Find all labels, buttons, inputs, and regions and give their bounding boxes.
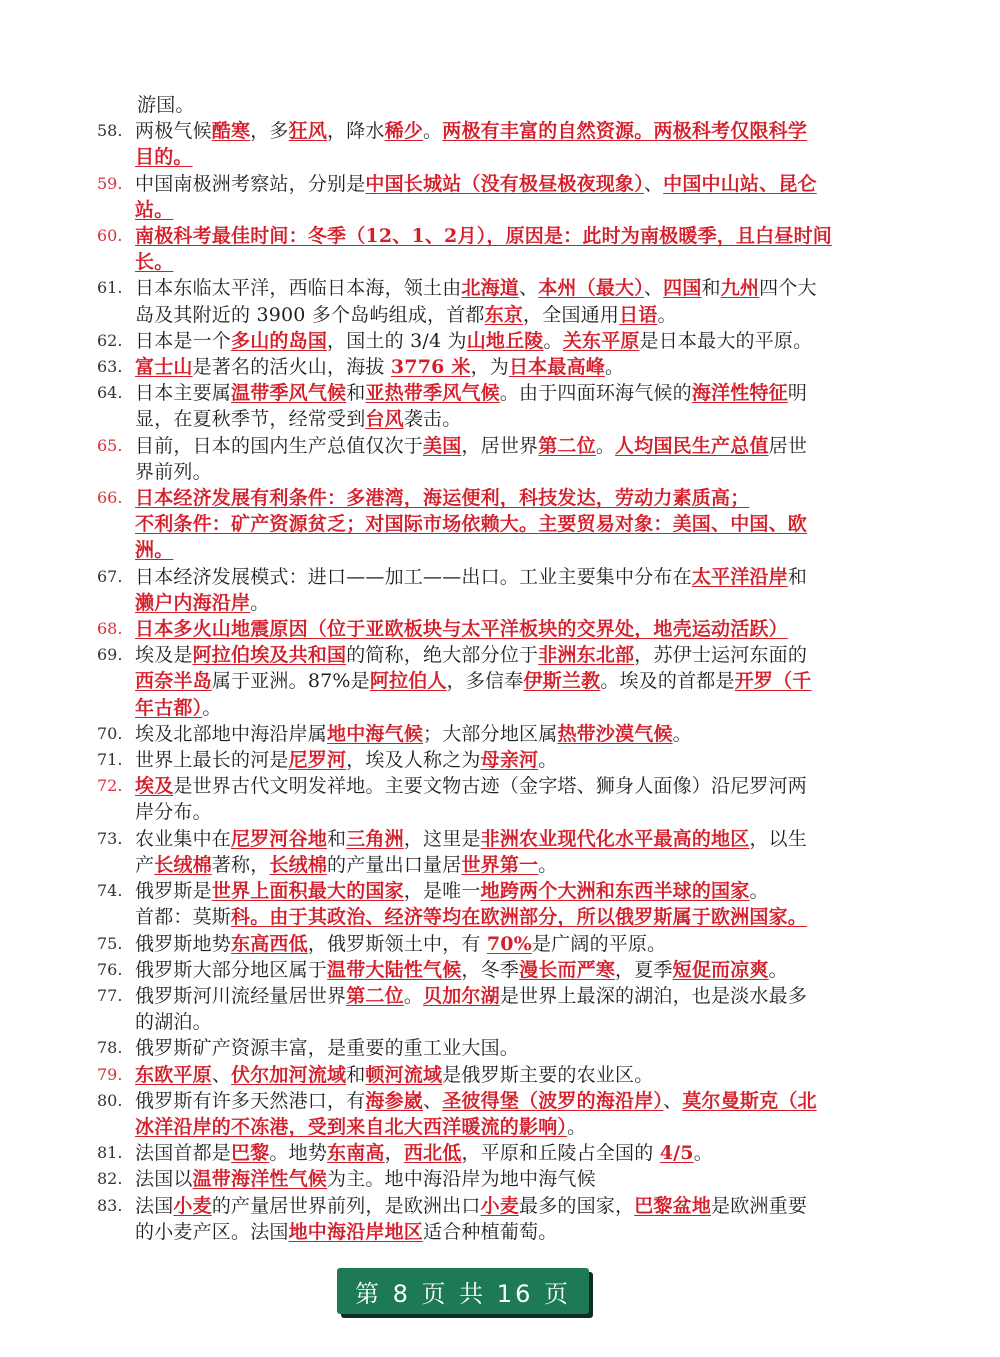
item-number: 81. <box>97 1143 123 1163</box>
item-text: 是欧洲重要 <box>711 1194 808 1217</box>
item-line <box>135 485 850 511</box>
numbered-list <box>0 118 1000 1245</box>
item-number: 58. <box>97 121 123 141</box>
item-number: 61. <box>97 278 123 298</box>
item-text: 袭击。 <box>403 408 462 431</box>
item-number: 82. <box>97 1169 123 1189</box>
keyword-text: 贝加尔湖 <box>423 984 500 1007</box>
item-text: 是日本最大的平原。 <box>639 329 813 352</box>
item-text: 。 <box>202 696 222 719</box>
item-number: 74. <box>97 881 123 901</box>
list-item <box>0 983 850 1035</box>
item-line <box>135 904 850 930</box>
item-text: ，夏季 <box>615 958 673 981</box>
intro-continuation <box>0 92 852 118</box>
keyword-text: 富士山 <box>135 356 193 379</box>
keyword-text: 顿河流域 <box>365 1063 443 1086</box>
item-text: 、 <box>211 1063 232 1086</box>
item-text: ，苏伊士运河东面的 <box>634 644 808 667</box>
keyword-text: 中国长城站（没有极昼极夜现象） <box>365 172 644 195</box>
item-text: 的产量居世界前列，是欧洲出口 <box>211 1194 481 1217</box>
item-number: 68. <box>97 619 123 639</box>
item-text: 法国首都是 <box>135 1142 232 1165</box>
keyword-text: 地跨两个大洲和东西半球的国家 <box>480 880 750 903</box>
item-line <box>135 1193 850 1219</box>
keyword-text: 世界第一 <box>461 853 539 876</box>
list-item <box>0 171 850 223</box>
keyword-text: 亚热带季风气候 <box>365 382 500 405</box>
item-number: 65. <box>97 435 123 455</box>
item-number: 71. <box>97 750 123 770</box>
keyword-text: 西北低 <box>403 1142 462 1165</box>
item-line <box>135 197 850 223</box>
item-line <box>135 983 850 1009</box>
item-text: ；大部分地区属 <box>423 722 558 745</box>
keyword-text: 中国中山站、昆仑 <box>663 172 817 195</box>
item-number: 76. <box>97 959 123 979</box>
keyword-text: 狂风 <box>288 120 328 143</box>
item-text: ，埃及人称之为 <box>346 749 481 772</box>
keyword-text: 地中海气候 <box>327 722 424 745</box>
item-text: 适合种植葡萄。 <box>423 1220 558 1243</box>
item-text: ，全国通用 <box>523 303 620 326</box>
item-line <box>135 799 850 825</box>
keyword-text: 圣彼得堡（波罗的海沿岸） <box>442 1089 664 1112</box>
keyword-text: 长绒棉 <box>269 853 328 876</box>
item-line <box>135 852 850 878</box>
page-indicator <box>337 1268 589 1314</box>
item-text: 埃及是 <box>135 644 193 667</box>
item-text: 是著名的活火山，海拔 <box>192 356 391 379</box>
item-text: ，是唯一 <box>403 880 481 903</box>
item-line <box>135 380 850 406</box>
item-text: 属于亚洲。87%是 <box>211 670 370 693</box>
item-line <box>135 275 850 301</box>
item-line <box>135 1140 850 1166</box>
keyword-text: 山地丘陵 <box>466 329 544 352</box>
item-text: 、 <box>643 277 664 300</box>
keyword-text: 开罗（千 <box>734 670 812 693</box>
keyword-text: 太平洋沿岸 <box>691 565 788 588</box>
item-text: 是俄罗斯主要的农业区。 <box>442 1063 654 1086</box>
list-item <box>0 1088 850 1140</box>
item-text: 日本是一个 <box>135 329 232 352</box>
keyword-text: 年古都） <box>135 696 203 719</box>
keyword-text: 本州（最大） <box>538 277 644 300</box>
item-number: 64. <box>97 383 123 403</box>
item-text: ，多信奉 <box>446 670 524 693</box>
item-text: 。 <box>543 329 563 352</box>
item-number: 59. <box>97 173 123 193</box>
keyword-text: 70% <box>486 932 532 955</box>
item-text: ，以生 <box>749 827 808 850</box>
item-number: 69. <box>97 645 123 665</box>
item-text: ， <box>384 1142 404 1165</box>
item-text: 两极气候 <box>135 120 212 143</box>
item-text: 。 <box>749 880 769 903</box>
keyword-text: 小麦 <box>173 1194 212 1217</box>
item-line <box>135 537 850 563</box>
item-number: 79. <box>97 1064 123 1084</box>
item-line <box>135 931 850 957</box>
item-text: 界前列。 <box>135 460 212 483</box>
item-line <box>135 171 850 197</box>
item-text: 、 <box>663 1089 683 1112</box>
item-text: 。 <box>423 120 443 143</box>
item-text: 和 <box>346 1063 366 1086</box>
item-line <box>135 1062 850 1088</box>
item-number: 67. <box>97 566 123 586</box>
item-text: 和 <box>327 827 347 850</box>
item-line <box>135 773 850 799</box>
keyword-text: 东欧平原 <box>135 1063 212 1086</box>
item-text: 农业集中在 <box>135 827 232 850</box>
item-line <box>135 1009 850 1035</box>
item-line <box>135 328 850 354</box>
list-item <box>0 223 850 275</box>
list-item <box>0 433 850 485</box>
item-line <box>135 118 850 144</box>
item-line <box>135 354 850 380</box>
keyword-text: 日语 <box>619 303 658 326</box>
item-line <box>135 144 850 170</box>
item-text: 和 <box>787 565 808 588</box>
item-line <box>135 406 850 432</box>
item-line <box>135 1114 850 1140</box>
list-item <box>0 354 850 380</box>
item-text: 。 <box>250 591 270 614</box>
item-text: 。 <box>538 749 558 772</box>
keyword-text: 日本最高峰 <box>508 356 605 379</box>
item-text: 目前，日本的国内生产总值仅次于 <box>135 434 424 457</box>
list-item <box>0 1140 850 1166</box>
keyword-text: 漫长而严寒 <box>519 958 616 981</box>
item-text: 。由于四面环海气候的 <box>499 382 692 405</box>
keyword-text: 四国 <box>663 277 702 300</box>
item-line <box>135 433 850 459</box>
item-text: 明 <box>787 382 808 405</box>
list-item <box>0 931 850 957</box>
item-text: 。埃及的首都是 <box>600 670 735 693</box>
keyword-text: 第二位 <box>538 434 596 457</box>
item-text: 俄罗斯是 <box>135 880 212 903</box>
item-number: 83. <box>97 1195 123 1215</box>
item-text: 日本经济发展模式：进口——加工——出口。工业主要集中分布在 <box>135 565 692 588</box>
item-line <box>135 957 850 983</box>
item-text: 、 <box>643 172 664 195</box>
item-line <box>135 564 850 590</box>
item-text: 俄罗斯河川流经量居世界 <box>135 984 347 1007</box>
keyword-text: 东京 <box>484 303 524 326</box>
keyword-text: 海洋性特征 <box>691 382 788 405</box>
item-line <box>135 1166 850 1192</box>
item-text: ，平原和丘陵占全国的 <box>461 1142 660 1165</box>
item-text: 。 <box>403 984 424 1007</box>
item-line <box>135 668 850 694</box>
item-text: 和 <box>346 382 366 405</box>
item-text: 的产量出口量居 <box>327 853 462 876</box>
item-text: ，降水 <box>327 120 385 143</box>
item-text: 为主。地中海沿岸为地中海气候 <box>327 1168 596 1191</box>
keyword-text: 三角洲 <box>346 827 404 850</box>
item-text: ，冬季 <box>461 958 520 981</box>
keyword-text: 尼罗河 <box>288 749 347 772</box>
item-text: ，为 <box>470 356 509 379</box>
list-item <box>0 616 850 642</box>
keyword-text: 母亲河 <box>480 749 539 772</box>
keyword-text: 莫尔曼斯克（北 <box>682 1089 817 1112</box>
item-line <box>135 747 850 773</box>
item-number: 60. <box>97 226 123 246</box>
list-item <box>0 275 850 327</box>
item-text: ，国土的 3/4 为 <box>327 329 467 352</box>
keyword-text: 多山的岛国 <box>231 329 328 352</box>
list-item <box>0 826 850 878</box>
item-text: 。 <box>595 434 616 457</box>
item-text: 日本主要属 <box>135 382 232 405</box>
keyword-text: 长绒棉 <box>154 853 212 876</box>
keyword-text: 洲。 <box>135 539 174 562</box>
intro-text: 游国。 <box>137 94 195 116</box>
list-item <box>0 957 850 983</box>
list-item <box>0 1062 850 1088</box>
keyword-text: 东南高 <box>327 1142 385 1165</box>
item-text: 最多的国家， <box>519 1194 635 1217</box>
list-item <box>0 380 850 432</box>
item-number: 63. <box>97 357 123 377</box>
item-text: 。 <box>768 958 788 981</box>
item-number: 75. <box>97 933 123 953</box>
keyword-text: 濑户内海沿岸 <box>135 591 251 614</box>
item-line <box>135 642 850 668</box>
keyword-text: 稀少 <box>384 120 424 143</box>
item-text: 是广阔的平原。 <box>531 932 667 955</box>
keyword-text: 尼罗河谷地 <box>231 827 328 850</box>
item-text: 世界上最长的河是 <box>135 749 289 772</box>
item-text: 俄罗斯地势 <box>135 932 232 955</box>
item-text: 的简称，绝大部分位于 <box>346 644 539 667</box>
keyword-text: 巴黎盆地 <box>634 1194 712 1217</box>
keyword-text: 非洲农业现代化水平最高的地区 <box>480 827 750 850</box>
list-item <box>0 642 850 721</box>
keyword-text: 站。 <box>135 198 174 221</box>
keyword-text: 伊斯兰教 <box>523 670 601 693</box>
keyword-text: 温带季风气候 <box>231 382 347 405</box>
item-line <box>135 1035 850 1061</box>
item-text: 著称， <box>211 853 270 876</box>
keyword-text: 阿拉伯人 <box>369 670 447 693</box>
item-line <box>135 302 850 328</box>
list-item <box>0 721 850 747</box>
keyword-text: 短促而凉爽 <box>672 958 769 981</box>
keyword-text: 冰洋沿岸的不冻港，受到来自北大西洋暖流的影响） <box>135 1115 568 1138</box>
item-text: 。 <box>672 722 692 745</box>
item-text: 四个大 <box>759 277 817 300</box>
list-item <box>0 485 850 564</box>
item-line <box>135 590 850 616</box>
keyword-text: 热带沙漠气候 <box>557 722 673 745</box>
item-line <box>135 721 850 747</box>
keyword-text: 南极科考最佳时间：冬季（12、1、2月），原因是：此时为南极暖季，且白昼时间 <box>135 225 832 248</box>
item-text: ，这里是 <box>403 827 481 850</box>
item-number: 62. <box>97 330 123 350</box>
item-number: 66. <box>97 488 123 508</box>
item-line <box>135 878 850 904</box>
keyword-text: 3776 米 <box>390 356 471 379</box>
list-item <box>0 1166 850 1192</box>
keyword-text: 温带大陆性气候 <box>327 958 462 981</box>
item-line <box>135 826 850 852</box>
item-text: 、 <box>519 277 539 300</box>
item-text: 岸分布。 <box>135 801 212 824</box>
keyword-text: 九州 <box>720 277 760 300</box>
keyword-text: 酷寒 <box>211 120 251 143</box>
item-text: 法国 <box>135 1194 174 1217</box>
item-line <box>135 459 850 485</box>
keyword-text: 地中海沿岸地区 <box>288 1220 424 1243</box>
list-item <box>0 747 850 773</box>
keyword-text: 日本经济发展有利条件：多港湾，海运便利，科技发达，劳动力素质高； <box>135 487 750 510</box>
item-number: 73. <box>97 828 123 848</box>
item-text: 的小麦产区。法国 <box>135 1220 289 1243</box>
document-body <box>0 92 1000 1245</box>
item-text: 是世界古代文明发祥地。主要文物古迹（金字塔、狮身人面像）沿尼罗河两 <box>173 775 808 798</box>
list-item <box>0 118 850 170</box>
item-number: 70. <box>97 723 123 743</box>
item-text: 俄罗斯大部分地区属于 <box>135 958 328 981</box>
keyword-text: 巴黎 <box>231 1142 270 1165</box>
item-text: 法国以 <box>135 1168 193 1191</box>
list-item <box>0 1193 850 1245</box>
keyword-text: 伏尔加河流域 <box>231 1063 347 1086</box>
item-line <box>135 616 850 642</box>
keyword-text: 目的。 <box>135 146 193 169</box>
item-line <box>135 695 850 721</box>
keyword-text: 海参崴 <box>365 1089 424 1112</box>
keyword-text: 第二位 <box>346 984 404 1007</box>
item-number: 77. <box>97 985 123 1005</box>
item-text: 俄罗斯有许多天然港口，有 <box>135 1089 366 1112</box>
item-text: 岛及其附近的 3900 多个岛屿组成，首都 <box>135 303 485 326</box>
item-text: 是世界上最深的湖泊，也是淡水最多 <box>499 984 808 1007</box>
keyword-text: 温带海洋性气候 <box>192 1168 328 1191</box>
keyword-text: 世界上面积最大的国家 <box>211 880 404 903</box>
keyword-text: 关东平原 <box>562 329 640 352</box>
keyword-text: 东高西低 <box>231 932 308 955</box>
keyword-text: 两极有丰富的自然资源。两极科考仅限科学 <box>442 120 808 143</box>
keyword-text: 4/5 <box>659 1142 694 1165</box>
list-item <box>0 878 850 930</box>
keyword-text: 长。 <box>135 251 174 274</box>
keyword-text: 北海道 <box>461 277 520 300</box>
keyword-text: 不利条件：矿产资源贫乏；对国际市场依赖大。主要贸易对象：美国、中国、欧 <box>135 513 808 536</box>
item-text: 埃及北部地中海沿岸属 <box>135 722 328 745</box>
item-text: ，俄罗斯领土中，有 <box>307 932 487 955</box>
item-text: 。 <box>604 356 625 379</box>
keyword-text: 西奈半岛 <box>135 670 212 693</box>
item-text: 、 <box>423 1089 443 1112</box>
item-text: 。 <box>657 303 677 326</box>
item-text: 产 <box>135 853 155 876</box>
page-indicator-label: 第 8 页 共 16 页 <box>355 1279 571 1308</box>
list-item <box>0 1035 850 1061</box>
item-text: 居世 <box>768 434 808 457</box>
item-text: 。 <box>538 853 558 876</box>
item-line <box>135 223 850 249</box>
item-text: 首都：莫斯 <box>135 906 232 929</box>
item-text: ，居世界 <box>461 434 539 457</box>
item-number: 80. <box>97 1090 123 1110</box>
keyword-text: 非洲东北部 <box>538 644 635 667</box>
item-line <box>135 1219 850 1245</box>
item-number: 72. <box>97 776 123 796</box>
keyword-text: 科。由于其政治、经济等均在欧洲部分，所以俄罗斯属于欧洲国家。 <box>231 906 808 929</box>
keyword-text: 日本多火山地震原因（位于亚欧板块与太平洋板块的交界处，地壳运动活跃） <box>135 618 788 641</box>
list-item <box>0 328 850 354</box>
item-line <box>135 1088 850 1114</box>
item-text: 俄罗斯矿产资源丰富，是重要的重工业大国。 <box>135 1037 520 1060</box>
item-text: 和 <box>701 277 721 300</box>
item-text: 。 <box>567 1115 587 1138</box>
list-item <box>0 564 850 616</box>
item-text: 显，在夏秋季节，经常受到 <box>135 408 366 431</box>
item-line <box>135 249 850 275</box>
item-text: 。地势 <box>269 1142 328 1165</box>
item-line <box>135 511 850 537</box>
item-text: 日本东临太平洋，西临日本海，领土由 <box>135 277 462 300</box>
keyword-text: 阿拉伯埃及共和国 <box>192 644 347 667</box>
keyword-text: 埃及 <box>135 775 174 798</box>
item-text: 的湖泊。 <box>135 1011 212 1034</box>
item-text: ，多 <box>250 120 289 143</box>
keyword-text: 小麦 <box>480 1194 520 1217</box>
keyword-text: 台风 <box>365 408 404 431</box>
keyword-text: 人均国民生产总值 <box>615 434 769 457</box>
item-text: 。 <box>693 1142 713 1165</box>
list-item <box>0 773 850 825</box>
keyword-text: 美国 <box>423 434 462 457</box>
item-text: 中国南极洲考察站，分别是 <box>135 172 366 195</box>
item-number: 78. <box>97 1038 123 1058</box>
